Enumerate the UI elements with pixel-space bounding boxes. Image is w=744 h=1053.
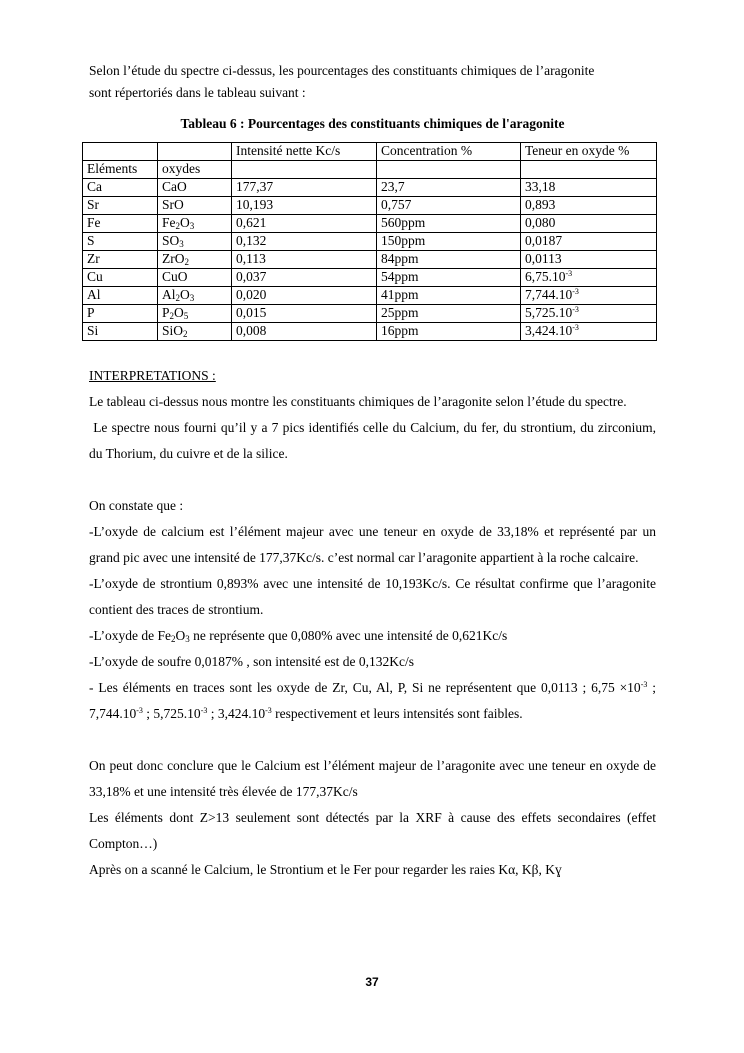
concentration-cell: 84ppm <box>377 251 521 269</box>
oxide-content-cell: 0,893 <box>521 197 657 215</box>
concentration-cell: 560ppm <box>377 215 521 233</box>
element-cell: Cu <box>83 269 158 287</box>
paragraph: -L’oxyde de strontium 0,893% avec une intensité de 10,193Kc/s. Ce résultat confirme que l’aragonite contient des traces de strontium. <box>89 576 656 617</box>
paragraph: On peut donc conclure que le Calcium est l’élément majeur de l’aragonite avec une teneur en oxyde de 33,18% et une intensité très élevée de 177,37Kc/s <box>89 758 656 799</box>
intensity-cell: 0,037 <box>232 269 377 287</box>
oxide-content-cell: $6,75.10^{-3}$ <box>521 269 657 287</box>
oxide-content-cell: $7,744.10^{-3}$ <box>521 287 657 305</box>
table-row <box>83 179 657 197</box>
element-cell: P <box>83 305 158 323</box>
table-row <box>83 305 657 323</box>
header-intensity: Intensité nette Kc/s <box>232 143 377 161</box>
element-cell: Ca <box>83 179 158 197</box>
table-caption: Tableau 6 : Pourcentages des constituants chimiques de l'aragonite <box>180 116 565 131</box>
subheader-cell <box>521 161 657 179</box>
header-concentration: Concentration % <box>377 143 521 161</box>
table-subheader-row <box>83 161 657 179</box>
paragraph: -L’oxyde de calcium est l’élément majeur avec une teneur en oxyde de 33,18% et représenté par un grand pic avec une intensité de 177,37Kc/s. c’est normal car l’aragonite appartient à la roche calcaire. <box>89 524 656 565</box>
intro-line-2: sont répertoriés dans le tableau suivant : <box>89 85 306 100</box>
element-cell: S <box>83 233 158 251</box>
header-cell <box>158 143 232 161</box>
intensity-cell: 177,37 <box>232 179 377 197</box>
oxide-content-cell: 0,080 <box>521 215 657 233</box>
intensity-cell: 10,193 <box>232 197 377 215</box>
table-row <box>83 233 657 251</box>
oxide-content-cell: 0,0113 <box>521 251 657 269</box>
oxide-cell: ZrO$_2$ <box>158 251 232 269</box>
oxide-content-cell: $3,424.10^{-3}$ <box>521 323 657 341</box>
intro-line-1: Selon l’étude du spectre ci-dessus, les pourcentages des constituants chimiques de l’aragonite <box>89 63 595 78</box>
header-cell <box>83 143 158 161</box>
table-row <box>83 251 657 269</box>
interpretations-section <box>89 363 660 883</box>
document-page <box>87 60 660 883</box>
oxide-cell: $SO_3$ <box>158 233 232 251</box>
oxide-content-cell: 0,0187 <box>521 233 657 251</box>
element-cell: Fe <box>83 215 158 233</box>
table-row <box>83 287 657 305</box>
concentration-cell: 0,757 <box>377 197 521 215</box>
paragraph: Après on a scanné le Calcium, le Strontium et le Fer pour regarder les raies Kα, Kβ, Kɣ <box>89 862 562 877</box>
table-header-row <box>83 143 657 161</box>
page-number: 37 <box>365 975 379 989</box>
concentration-cell: 23,7 <box>377 179 521 197</box>
element-cell: Al <box>83 287 158 305</box>
subheader-cell <box>232 161 377 179</box>
oxide-cell: SiO$_2$ <box>158 323 232 341</box>
intensity-cell: 0,008 <box>232 323 377 341</box>
table-row <box>83 197 657 215</box>
intensity-cell: 0,621 <box>232 215 377 233</box>
interpretations-heading: INTERPRETATIONS : <box>89 368 216 383</box>
concentration-cell: 150ppm <box>377 233 521 251</box>
concentration-cell: 54ppm <box>377 269 521 287</box>
oxide-cell: CaO <box>158 179 232 197</box>
element-cell: Si <box>83 323 158 341</box>
oxide-cell: $Al_2O_3$ <box>158 287 232 305</box>
intensity-cell: 0,113 <box>232 251 377 269</box>
table-row <box>83 269 657 287</box>
oxide-cell: $Fe_2O_3$ <box>158 215 232 233</box>
oxide-cell: SrO <box>158 197 232 215</box>
paragraph: On constate que : <box>89 498 184 513</box>
intensity-cell: 0,015 <box>232 305 377 323</box>
oxide-content-cell: $5,725.10^{-3}$ <box>521 305 657 323</box>
concentration-cell: 41ppm <box>377 287 521 305</box>
intensity-cell: 0,132 <box>232 233 377 251</box>
oxide-cell: CuO <box>158 269 232 287</box>
paragraph: - Les éléments en traces sont les oxyde de Zr, Cu, Al, P, Si ne représentent que 0,0113 ; $6,75 \times 10^{-3}$ ; $7,744.10^{-3}$ ; $5,725.10^{-3}$ ; $3,424.10^{-3}$ respectivement et leurs intensités sont faibles. <box>89 680 656 721</box>
paragraph: -L’oxyde de $Fe_2O_3$ ne représente que 0,080% avec une intensité de 0,621Kc/s <box>89 628 508 644</box>
paragraph: Les éléments dont Z>13 seulement sont détectés par la XRF à cause des effets secondaires (effet Compton…) <box>89 810 656 851</box>
element-cell: Zr <box>83 251 158 269</box>
paragraph: Le spectre nous fourni qu’il y a 7 pics identifiés celle du Calcium, du fer, du strontium, du zirconium, du Thorium, du cuivre et de la silice. <box>89 420 660 461</box>
table-row <box>83 323 657 341</box>
header-oxide-content: Teneur en oxyde % <box>521 143 657 161</box>
element-cell: Sr <box>83 197 158 215</box>
concentration-cell: 25ppm <box>377 305 521 323</box>
subheader-oxides: oxydes <box>158 161 232 179</box>
composition-table <box>82 142 657 341</box>
subheader-cell <box>377 161 521 179</box>
oxide-content-cell: 33,18 <box>521 179 657 197</box>
oxide-cell: $P_2O_5$ <box>158 305 232 323</box>
intensity-cell: 0,020 <box>232 287 377 305</box>
subheader-elements: Eléments <box>83 161 158 179</box>
paragraph: Le tableau ci-dessus nous montre les constituants chimiques de l’aragonite selon l’étude du spectre. <box>89 394 627 409</box>
paragraph: -L’oxyde de soufre 0,0187% , son intensité est de 0,132Kc/s <box>89 654 414 669</box>
table-row <box>83 215 657 233</box>
concentration-cell: 16ppm <box>377 323 521 341</box>
